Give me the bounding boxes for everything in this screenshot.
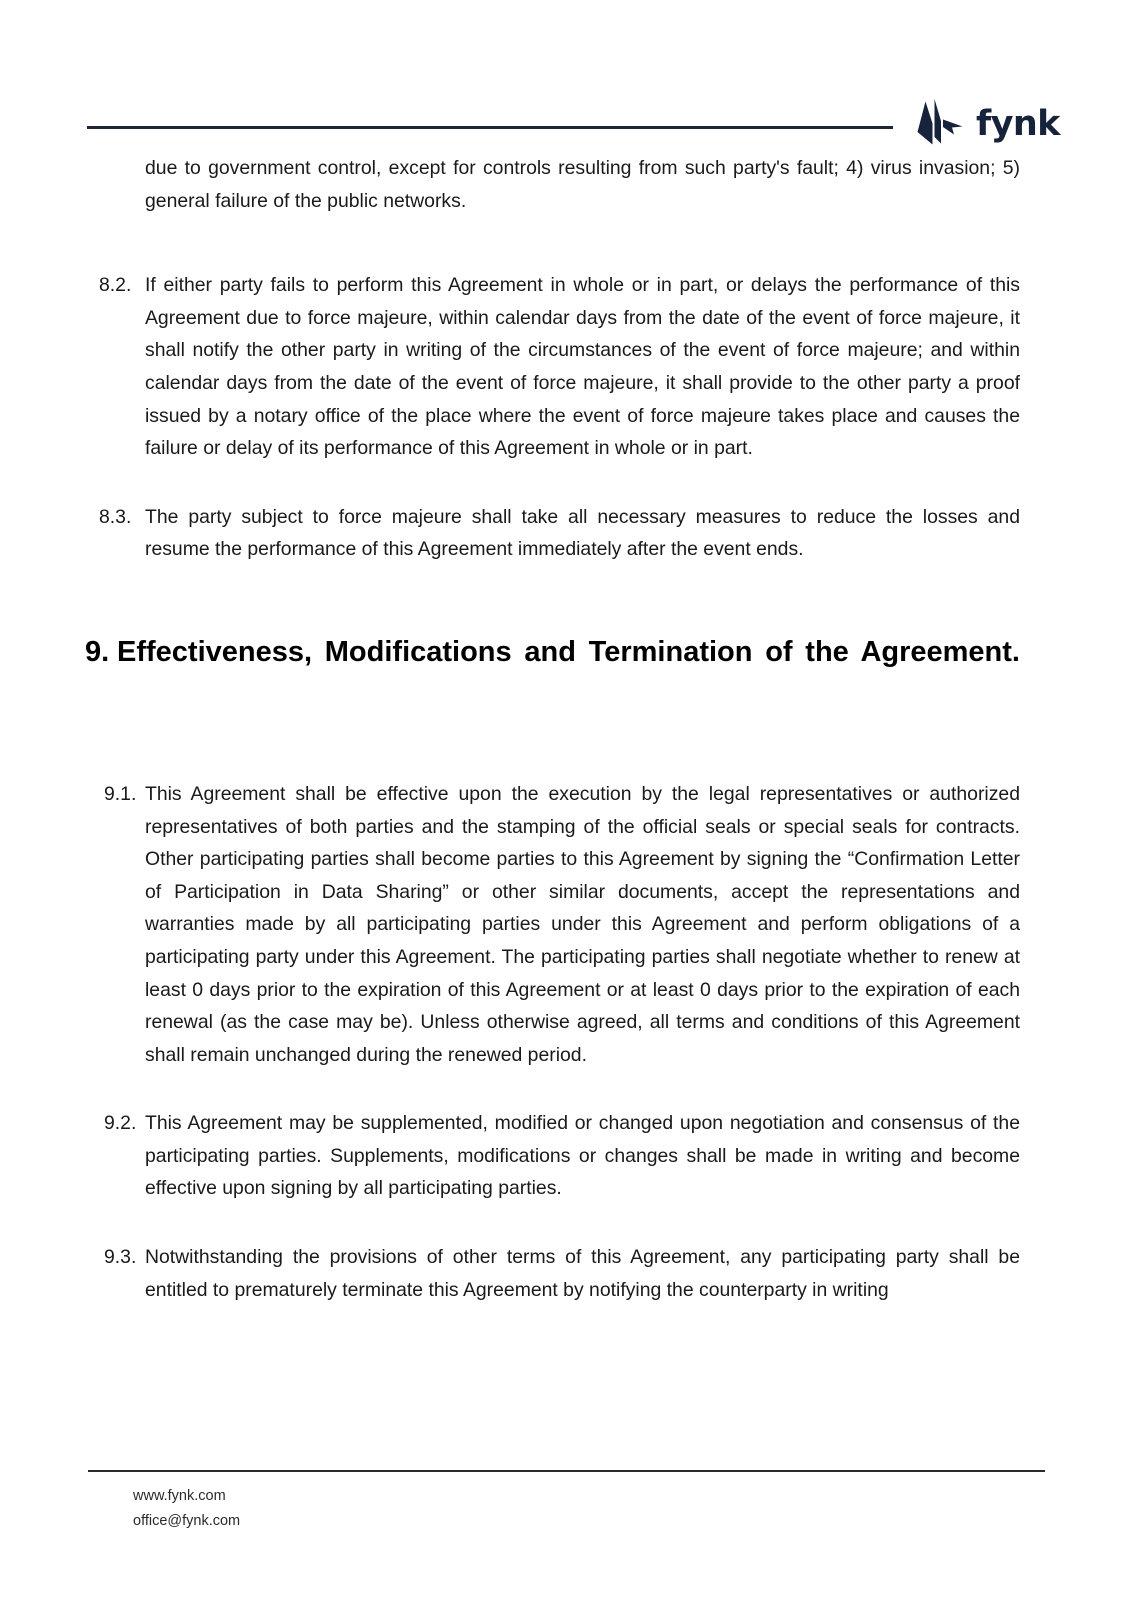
clause-9-1: [104, 778, 1020, 1071]
page-header: [0, 0, 1131, 160]
clause-8-2-text: If either party fails to perform this Agreement in whole or in part, or delays the performance of this Agreement due to force majeure, within calendar days from the date of the event of force majeure, it shall notify the other party in writing of the circumstances of the event of force majeure; and within calendar days from the date of the event of force majeure, it shall provide to the other party a proof issued by a notary office of the place where the event of force majeure takes place and causes the failure or delay of its performance of this Agreement in whole or in part.: [145, 274, 1020, 460]
continuation-paragraph: [145, 152, 1020, 217]
section-9-title: Effectiveness, Modifications and Termination of the Agreement.: [117, 635, 1020, 668]
section-9-heading: [85, 628, 1020, 726]
clause-9-1-text: This Agreement shall be effective upon the execution by the legal representatives or authorized representatives of both parties and the stamping of the official seals or special seals for contracts. Other participating parties shall become parties to this Agreement by signing the “Confirmation Letter of Participation in Data Sharing” or other similar documents, accept the representations and warranties made by all participating parties under this Agreement and perform obligations of a participating party under this Agreement. The participating parties shall negotiate whether to renew at least 0 days prior to the expiration of this Agreement or at least 0 days prior to the expiration of each renewal (as the case may be). Unless otherwise agreed, all terms and conditions of this Agreement shall remain unchanged during the renewed period.: [145, 782, 1020, 1066]
page-footer: [0, 1440, 1131, 1600]
spacer: [0, 566, 1131, 628]
spacer: [0, 726, 1131, 778]
footer-email: office@fynk.com: [133, 1513, 241, 1529]
clause-9-3-number: 9.3.: [104, 1246, 137, 1269]
clause-8-2: [99, 269, 1020, 465]
document-body: [0, 152, 1131, 1306]
clause-9-3: [104, 1241, 1020, 1306]
clause-9-3-text: Notwithstanding the provisions of other terms of this Agreement, any participating party shall be entitled to prematurely terminate this Agreement by notifying the counterparty in writing: [145, 1246, 1020, 1301]
origami-crane-icon: [907, 96, 969, 150]
spacer: [0, 217, 1131, 269]
brand-logo: [907, 96, 1060, 150]
footer-divider: [88, 1470, 1045, 1472]
header-divider: [87, 126, 893, 129]
section-9-number: 9.: [85, 635, 110, 668]
continuation-paragraph-text: due to government control, except for controls resulting from such party's fault; 4) virus invasion; 5) general failure of the public networks.: [145, 157, 1020, 212]
spacer: [0, 465, 1131, 501]
clause-9-2-text: This Agreement may be supplemented, modified or changed upon negotiation and consensus of the participating parties. Supplements, modifications or changes shall be made in writing and become effective upon signing by all participating parties.: [145, 1112, 1020, 1200]
clause-8-2-number: 8.2.: [99, 274, 132, 297]
clause-8-3: [99, 501, 1020, 566]
clause-9-1-number: 9.1.: [104, 782, 137, 805]
footer-contact: [133, 1484, 240, 1534]
clause-8-3-number: 8.3.: [99, 505, 132, 528]
clause-9-2-number: 9.2.: [104, 1112, 137, 1135]
brand-name: fynk: [976, 104, 1060, 144]
footer-website: www.fynk.com: [133, 1488, 226, 1504]
spacer: [0, 1071, 1131, 1107]
spacer: [0, 1205, 1131, 1241]
clause-8-3-text: The party subject to force majeure shall take all necessary measures to reduce the losses and resume the performance of this Agreement immediately after the event ends.: [145, 505, 1020, 561]
clause-9-2: [104, 1107, 1020, 1205]
